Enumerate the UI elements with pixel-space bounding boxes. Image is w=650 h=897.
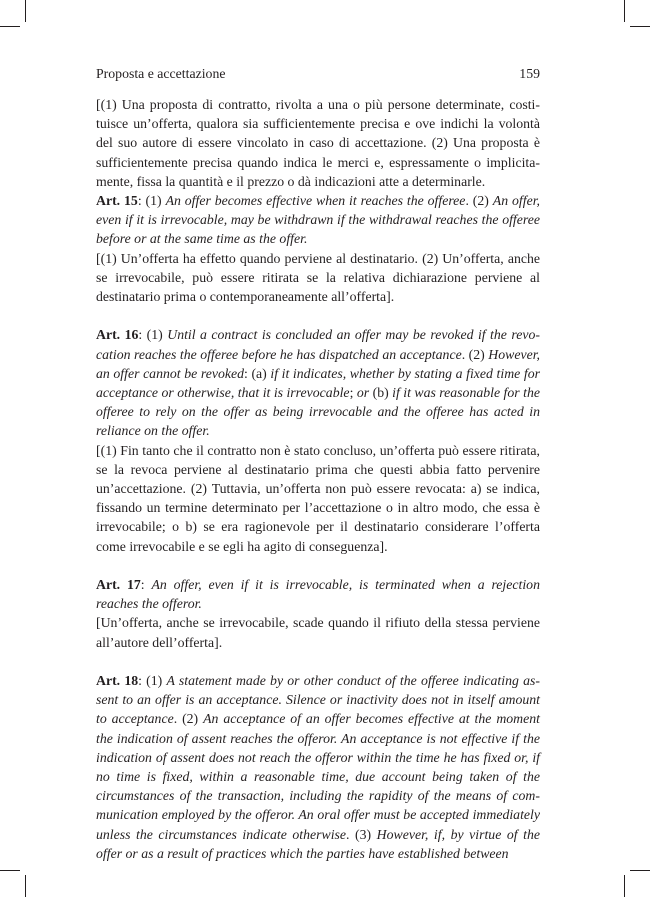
text-run: ; [349, 385, 357, 401]
text-run: However, an offer cannot be revoked [96, 346, 540, 381]
text-run: or [356, 385, 370, 401]
running-header [96, 66, 540, 84]
article-label: Art. 15 [96, 193, 138, 209]
text-run: : (1) [138, 673, 167, 689]
page-body [96, 95, 540, 863]
page-number: 159 [519, 66, 540, 81]
paragraph [96, 95, 540, 191]
crop-mark [25, 0, 26, 22]
text-run: : (1) [137, 193, 166, 209]
text-run: if it indicates, whether by stating a fixed time for acceptance or otherwise, that it is irrevocable [96, 365, 540, 401]
text-run: [(1) Un’offerta ha effetto quando perviene al destinatario. (2) Un’offerta, anche se irrevocabile, può essere ritirata se la relativa dichiarazione perviene al destinatario prima o contemporaneamente all’offerta]. [96, 250, 540, 305]
crop-mark [0, 26, 20, 27]
paragraph-spacer [96, 556, 540, 575]
crop-mark [0, 870, 20, 871]
crop-mark [630, 870, 650, 871]
text-run: : [140, 577, 152, 593]
running-header-title: Proposta e accettazione [96, 66, 226, 81]
text-run: An offer, even if it is irrevocable, may be withdrawn if the withdrawal reaches the offeree before or at the same time as the offer. [96, 193, 540, 247]
text-run: . (3) [346, 826, 377, 842]
article-label: Art. 17 [96, 577, 141, 593]
paragraph [96, 191, 540, 249]
text-run: An acceptance of an offer becomes effective at the moment the indication of assent reaches the offeror. An acceptance is not effective if the indication of assent does not reach the offeror within the time he has fixed or, if no time is fixed, within a reasonable time, due account being taken of the circumstances of the transaction, including the rapidity of the means of communication employed by the offeror. An oral offer must be accepted immediately unless the circumstances indicate otherwise [96, 711, 540, 842]
text-run: Until a contract is concluded an offer may be revoked if the revocation reaches the offeree before he has dispatched an acceptance [96, 327, 540, 362]
crop-mark [624, 875, 625, 897]
paragraph-spacer [96, 652, 540, 671]
article-label: Art. 16 [96, 327, 139, 343]
text-run: : (1) [138, 327, 168, 343]
text-run: . (2) [461, 346, 489, 362]
paragraph-spacer [96, 306, 540, 325]
paragraph [96, 671, 540, 863]
crop-mark [630, 26, 650, 27]
paragraph [96, 613, 540, 651]
crop-mark [25, 875, 26, 897]
paragraph [96, 441, 540, 556]
text-run: . (2) [465, 193, 493, 209]
text-run: . (2) [173, 711, 204, 727]
crop-mark [624, 0, 625, 22]
paragraph [96, 575, 540, 613]
article-label: Art. 18 [96, 673, 139, 689]
text-run: [(1) Fin tanto che il contratto non è stato concluso, un’offerta può essere ritirata, se la revoca perviene al destinatario prima che questi abbia fatto pervenire un’accettazione. (2) Tuttavia, un’offerta non può essere revocata: a) se indica, fissando un termine determinato per l’accettazione o in altro modo, che essa è irrevocabile; o b) se era ragionevole per il destinatario considerare l’offerta come irrevocabile e se egli ha agito di conseguenza]. [96, 442, 540, 554]
text-run: (b) [369, 385, 393, 401]
paragraph [96, 249, 540, 307]
paragraph [96, 325, 540, 440]
text-run: if it was reasonable for the offeree to rely on the offer as being irrevocable and the offeree has acted in reliance on the offer. [96, 385, 540, 439]
text-run: [Un’offerta, anche se irrevocabile, scade quando il rifiuto della stessa perviene all’autore dell’offerta]. [96, 615, 540, 650]
text-run: An offer, even if it is irrevocable, is terminated when a rejection reaches the offeror. [96, 577, 540, 612]
text-run: [(1) Una proposta di contratto, rivolta a una o più persone determinate, costituisce un’offerta, qualora sia sufficientemente precisa e ove indichi la volontà del suo autore di essere vincolato in caso di accettazione. (2) Una proposta è sufficientemente precisa quando indica le merci e, espressamente o implicitamente, fissa la quantità e il prezzo o dà indicazioni atte a determinarle. [96, 97, 540, 189]
text-run: A statement made by or other conduct of the offeree indicating assent to an offer is an acceptance. Silence or inactivity does not in itself amount to acceptance [96, 673, 540, 727]
text-run: An offer becomes effective when it reaches the offeree [165, 193, 466, 209]
text-run: However, if, by virtue of the offer or as a result of practices which the parties have established between [96, 826, 540, 861]
text-run: : (a) [244, 365, 271, 381]
